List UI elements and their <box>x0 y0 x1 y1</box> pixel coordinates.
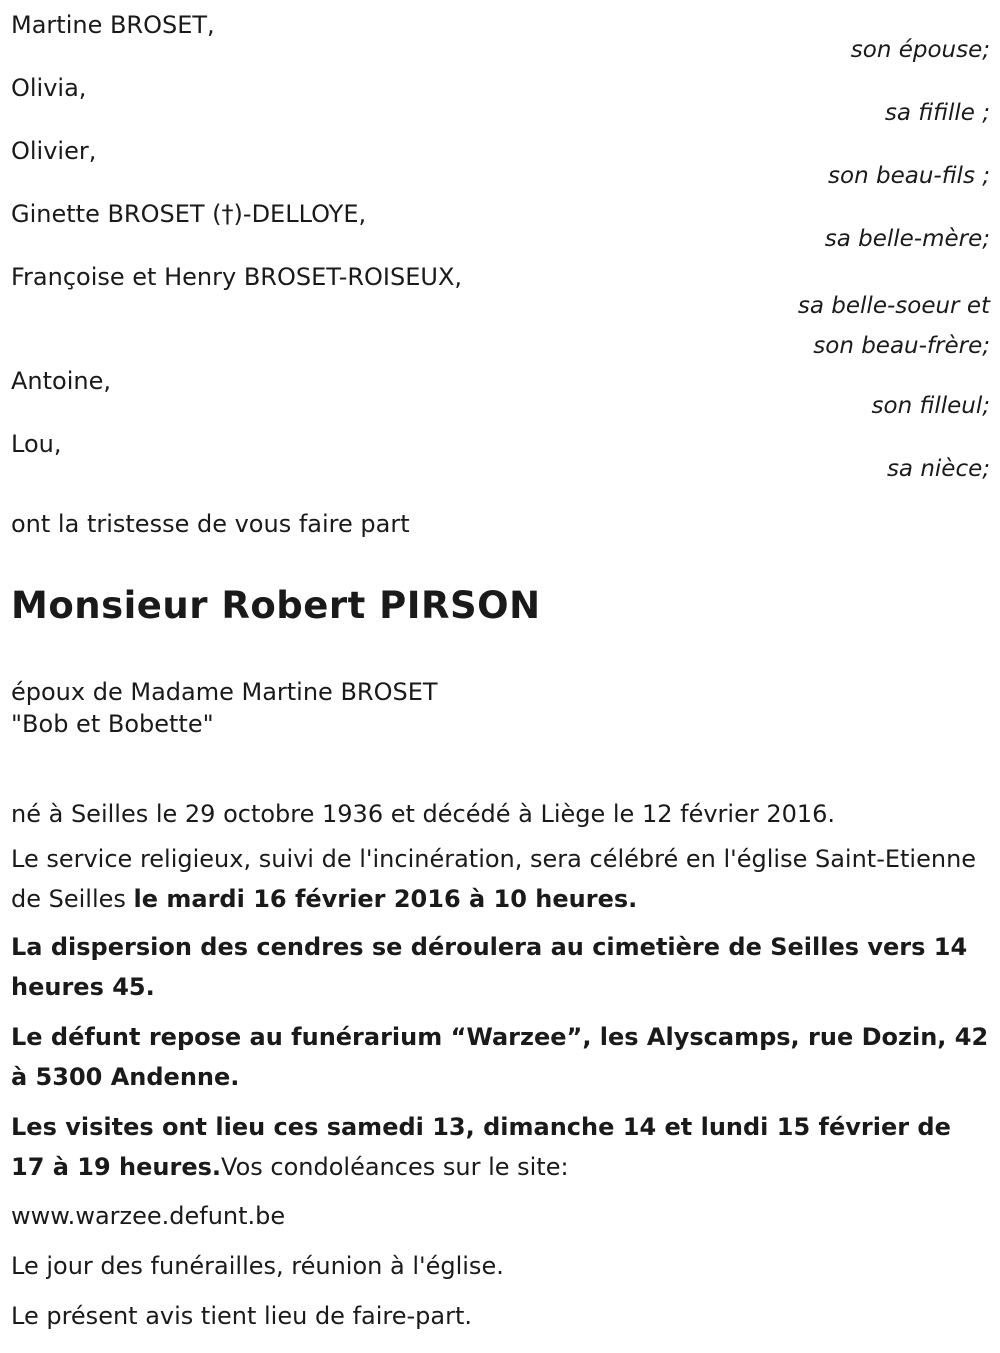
family-relation: sa nièce; <box>886 456 990 482</box>
family-name: Olivia, <box>11 74 87 102</box>
family-relation: son filleul; <box>871 393 990 419</box>
family-row <box>11 136 990 193</box>
family-relation: sa belle-soeur et son beau-frère; <box>797 293 990 359</box>
reunion-text: Le jour des funérailles, réunion à l'église. <box>11 1252 504 1280</box>
birth-death-text: né à Seilles le 29 octobre 1936 et décédé à Liège le 12 février 2016. <box>11 800 836 828</box>
family-name: Olivier, <box>11 137 97 165</box>
details-section <box>11 795 990 1347</box>
family-relation: sa fifille ; <box>884 100 990 126</box>
spouse-info <box>11 676 438 740</box>
service-text: Le service religieux, suivi de l'incinération, sera célébré en l'église Saint-Etienne de Seilles <box>11 845 977 913</box>
family-relation: sa belle-mère; <box>824 226 990 252</box>
family-row <box>11 262 990 366</box>
family-name: Lou, <box>11 430 62 458</box>
family-name: Martine BROSET, <box>11 11 215 39</box>
deceased-name: Monsieur Robert PIRSON <box>11 584 541 627</box>
family-row <box>11 73 990 130</box>
notice-text: Le présent avis tient lieu de faire-part. <box>11 1302 473 1330</box>
family-name: Françoise et Henry BROSET-ROISEUX, <box>11 263 463 291</box>
intro-text: ont la tristesse de vous faire part <box>11 510 410 538</box>
condolences-text: Vos condoléances sur le site: <box>221 1153 569 1181</box>
family-row <box>11 429 990 486</box>
dispersion-text: La dispersion des cendres se déroulera au cimetière de Seilles vers 14 heures 45. <box>11 933 968 1001</box>
website-link[interactable]: www.warzee.defunt.be <box>11 1202 286 1230</box>
service-paragraph <box>11 839 990 919</box>
family-relation: son épouse; <box>850 37 990 63</box>
family-name: Ginette BROSET (†)-DELLOYE, <box>11 200 367 228</box>
spouse-line: époux de Madame Martine BROSET <box>11 678 438 706</box>
family-row <box>11 10 990 67</box>
service-date: le mardi 16 février 2016 à 10 heures. <box>133 885 638 913</box>
visits-paragraph <box>11 1107 990 1187</box>
family-row <box>11 366 990 423</box>
family-row <box>11 199 990 256</box>
family-name: Antoine, <box>11 367 111 395</box>
visits-text: Les visites ont lieu ces samedi 13, dimanche 14 et lundi 15 février de 17 à 19 heures. <box>11 1113 951 1181</box>
family-relation: son beau-fils ; <box>828 163 990 189</box>
funerarium-text: Le défunt repose au funérarium “Warzee”, les Alyscamps, rue Dozin, 42 à 5300 Andenne. <box>11 1023 989 1091</box>
nickname: "Bob et Bobette" <box>11 710 214 738</box>
